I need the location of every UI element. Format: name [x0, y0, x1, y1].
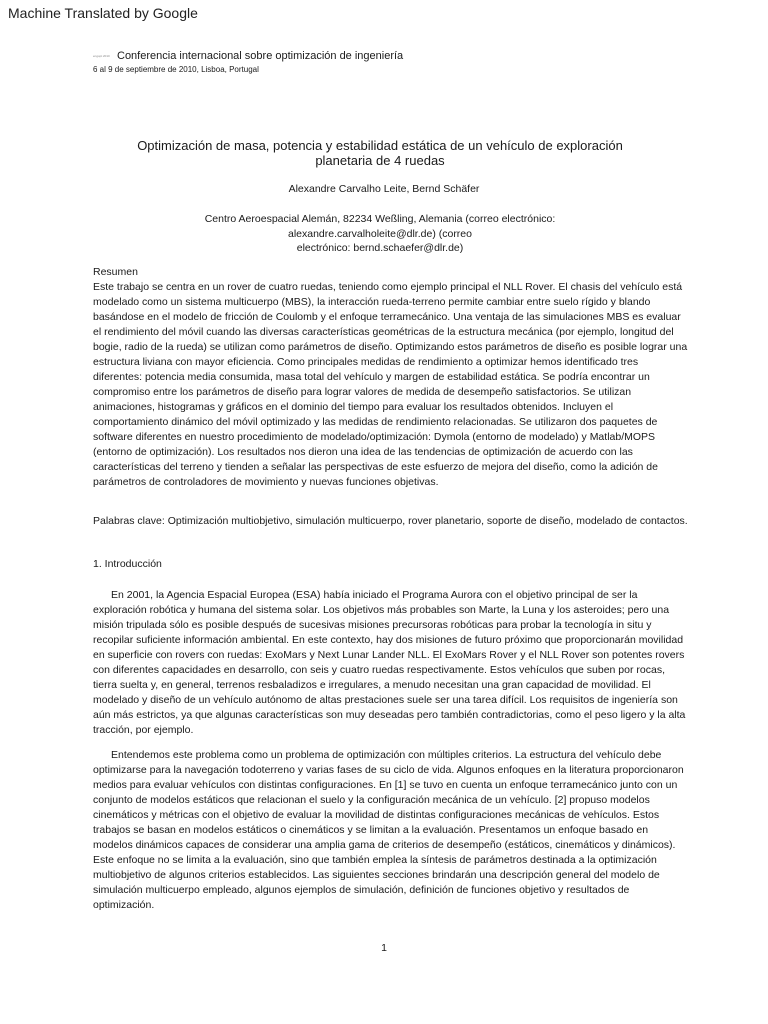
- intro-heading: 1. Introducción: [93, 558, 162, 570]
- intro-heading-block: [93, 557, 689, 572]
- conference-name: Conferencia internacional sobre optimización de ingeniería: [117, 50, 404, 62]
- conference-header: [93, 50, 403, 74]
- title-line-1: Optimización de masa, potencia y estabilidad estática de un vehículo de exploración: [137, 138, 623, 153]
- paper-title: [100, 138, 660, 168]
- intro-paragraph-1-block: [93, 588, 689, 738]
- keywords-text: Palabras clave: Optimización multiobjetivo, simulación multicuerpo, rover planetario, soporte de diseño, modelado de contactos.: [93, 515, 688, 527]
- authors: Alexandre Carvalho Leite, Bernd Schäfer: [288, 183, 480, 195]
- abstract-text: Este trabajo se centra en un rover de cuatro ruedas, teniendo como ejemplo principal el NLL Rover. El chasis del vehículo está modelado como un sistema multicuerpo (MBS), la interacción rueda-terreno permite cambiar entre suelo rígido y blando basándose en el modelo de fricción de Coulomb y el enfoque terramecánico. Una ventaja de las simulaciones MBS es evaluar el rendimiento del móvil cuando las diversas características geométricas de la estructura mecánica (por ejemplo, longitud del bogie, radio de la rueda) se utilizan como parámetros de diseño. Optimizando estos parámetros de diseño es posible lograr una estructura liviana con mayor eficiencia. Como principales medidas de rendimiento a optimizar hemos identificado tres diferentes: potencia media consumida, masa total del vehículo y margen de estabilidad estática. Se podría encontrar un compromiso entre los parámetros de diseño para lograr valores de medida de desempeño satisfactorios. Se utilizan animaciones, histogramas y gráficos en el dominio del tiempo para evaluar los resultados obtenidos. Incluyen el comportamiento dinámico del móvil optimizado y las medidas de rendimiento relacionadas. Se utilizaron dos paquetes de software diferentes en nuestro procedimiento de modelado/optimización: Dymola (entorno de modelado) y Matlab/MOPS (entorno de optimización). Los resultados nos dieron una idea de las tendencias de optimización de acuerdo con las características del terreno y tienden a señalar las perspectivas de este esfuerzo de mejora del diseño, como la adición de parámetros de controladores de movimiento y nuevas funciones objetivas.: [93, 281, 688, 488]
- abstract-heading: Resumen: [93, 266, 138, 278]
- title-line-2: planetaria de 4 ruedas: [315, 153, 445, 168]
- affiliation-line-2: alexandre.carvalholeite@dlr.de) (correo: [287, 227, 472, 240]
- affiliation: [140, 212, 620, 256]
- page-number: 1: [381, 942, 387, 954]
- intro-paragraph-1: En 2001, la Agencia Espacial Europea (ESA) había iniciado el Programa Aurora con el objetivo principal de ser la exploración robótica y humana del sistema solar. Los objetivos más probables son Marte, la Luna y los asteroides; pero una misión tripulada sólo es posible después de sucesivas misiones precursoras robóticas para probar la tecnología in situ y recopilar suficiente información ambiental. En este contexto, hay dos misiones de futuro próximo que proporcionarán movilidad en superficie con rovers con ruedas: ExoMars y Next Lunar Lander NLL. El ExoMars Rover y el NLL Rover son potentes rovers con diferentes capacidades en desarrollo, con seis y cuatro ruedas respectivamente. Estos vehículos que suben por rocas, tierra suelta y, en general, terrenos resbaladizos e irregulares, a menudo necesitan una gran capacidad de movilidad. El modelado y diseño de un vehículo autónomo de altas prestaciones suele ser una tarea difícil. Los requisitos de ingeniería son aún más estrictos, ya que algunas características son muy deseadas pero también contradictorias, como el peso ligero y la alta tracción, por ejemplo.: [93, 589, 686, 736]
- affiliation-line-3: electrónico: bernd.schaefer@dlr.de): [296, 242, 464, 254]
- intro-paragraph-2: Entendemos este problema como un problema de optimización con múltiples criterios. La estructura del vehículo debe optimizarse para la navegación todoterreno y varias fases de su ciclo de vida. Algunos enfoques en la literatura proporcionaron medios para evaluar vehículos con distintas configuraciones. En [1] se tuvo en cuenta un enfoque terramecánico junto con un conjunto de modelos estáticos que relacionan el suelo y la configuración mecánica de un vehículo. [2] propuso modelos cinemáticos y métricas con el objetivo de evaluar la movilidad de distintas configuraciones mecánicas de vehículos. Estos trabajos se basan en modelos estáticos o cinemáticos y se limitan a la evaluación. Presentamos un enfoque basado en modelos dinámicos capaces de considerar una amplia gama de criterios de desempeño (estáticos, cinemáticos y dinámicos). Este enfoque no se limita a la evaluación, sino que también emplea la síntesis de parámetros destinada a la optimización multiobjetivo de algunos criterios establecidos. Las siguientes secciones brindarán una descripción general del modelo de simulación multicuerpo empleado, algunos ejemplos de simulación, definición de funciones objetivo y resultados de optimización.: [93, 749, 684, 911]
- intro-paragraph-2-block: [93, 748, 689, 913]
- conference-dates: 6 al 9 de septiembre de 2010, Lisboa, Portugal: [93, 65, 259, 74]
- conference-logo: engopt 2010: [93, 54, 110, 58]
- keywords: [93, 514, 689, 529]
- machine-translated-banner: Machine Translated by Google: [8, 5, 198, 21]
- abstract-section: [93, 265, 689, 490]
- conference-line: [93, 50, 403, 62]
- affiliation-line-1: Centro Aeroespacial Alemán, 82234 Weßling, Alemania (correo electrónico:: [204, 213, 556, 225]
